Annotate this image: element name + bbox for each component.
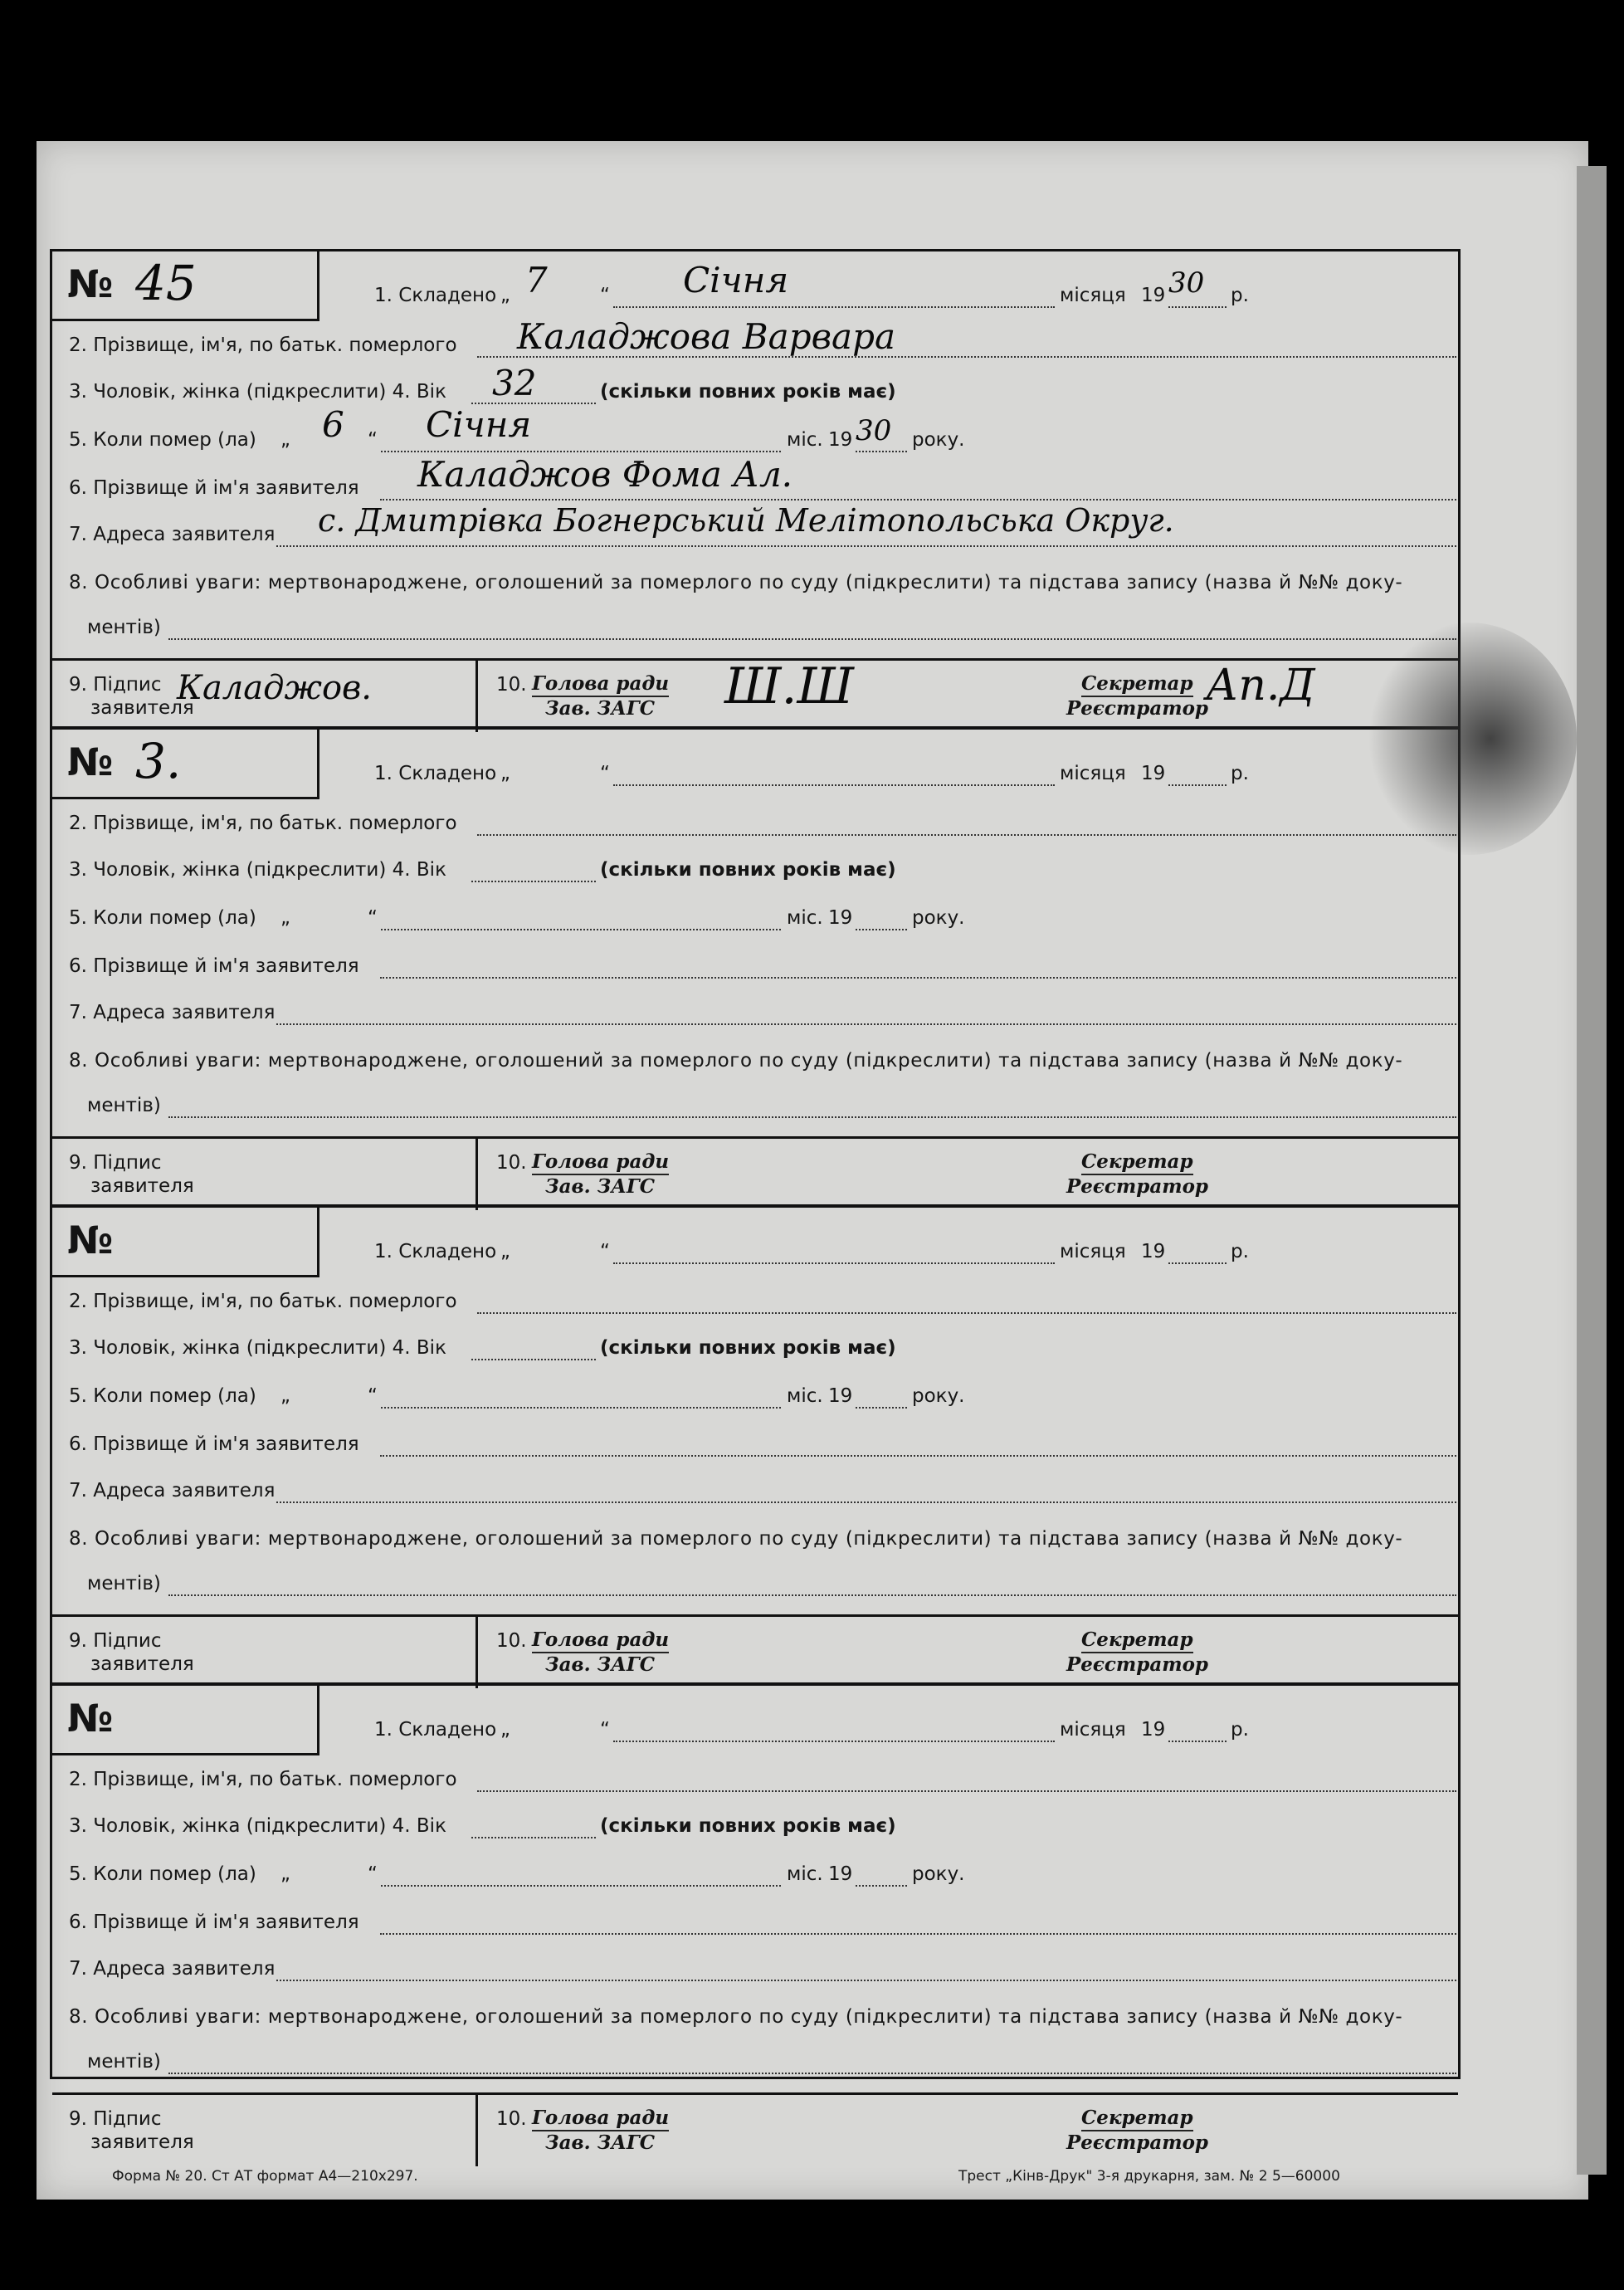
declarant-signature-label: 9. Підпис [69, 1630, 162, 1652]
declarant-name: Каладжов Фома Ал. [417, 454, 793, 495]
death-date-label: 5. Коли помер (ла) [69, 1863, 256, 1885]
notes-line [168, 2073, 1456, 2074]
gender-age-label: 3. Чоловік, жінка (підкреслити) 4. Вік [69, 381, 446, 403]
month-label: місяця [1060, 285, 1126, 306]
year-line [1168, 1741, 1227, 1742]
footer-printer: Трест „Кінв-Друк" 3-я друкарня, зам. № 2 5—60000 [958, 2168, 1340, 2185]
age-line [471, 1359, 596, 1360]
death-date-label: 5. Коли помер (ла) [69, 907, 256, 929]
death-mis-label: міс. [787, 907, 823, 929]
declarant-label: 6. Прізвище й ім'я заявителя [69, 955, 359, 977]
address-line [276, 1501, 1456, 1503]
death-roku-label: року. [912, 1863, 965, 1885]
compiled-quote: „ [500, 1241, 510, 1262]
notes-line [168, 1116, 1456, 1118]
month-label: місяця [1060, 1719, 1126, 1741]
month-label: місяця [1060, 1241, 1126, 1262]
year-suffix: р. [1231, 763, 1249, 784]
year-prefix: 19 [1141, 1241, 1166, 1262]
death-year-line [856, 1407, 907, 1409]
deceased-line [477, 1790, 1456, 1792]
declarant-line [380, 1455, 1456, 1457]
record-number-box [52, 1208, 319, 1277]
year-prefix: 19 [1141, 1719, 1166, 1741]
death-year-prefix: 19 [828, 1863, 853, 1885]
year-suffix: р. [1231, 1719, 1249, 1741]
death-record [52, 1686, 1458, 2164]
item-10-label: 10. [496, 1152, 527, 1174]
year-line [1168, 306, 1227, 308]
declarant-signature-label: 9. Підпис [69, 1152, 162, 1174]
registrar-label: Реєстратор [1066, 1175, 1209, 1198]
death-quote: „ [280, 1385, 290, 1407]
address-value: с. Дмитрівка Богнерський Мелітопольська Округ. [318, 502, 1174, 539]
secretary-label: Секретар [1081, 1150, 1193, 1175]
declarant-signature: Каладжов. [177, 669, 373, 707]
record-number: 45 [135, 255, 197, 311]
address-label: 7. Адреса заявителя [69, 1002, 276, 1023]
age-line [471, 881, 596, 882]
deceased-label: 2. Прізвище, ім'я, по батьк. померлого [69, 1291, 457, 1312]
compiled-quote: „ [500, 285, 510, 306]
death-record [52, 251, 1458, 730]
signature-divider [475, 2095, 478, 2166]
death-quote-open: “ [368, 907, 378, 929]
compiled-day: 7 [525, 260, 548, 300]
death-quote: „ [280, 429, 290, 451]
age-hint: (скільки повних років має) [600, 859, 896, 881]
number-sign: № [67, 1696, 114, 1741]
head-council-label: Голова ради [532, 672, 669, 697]
compiled-label: 1. Складено [374, 285, 497, 306]
declarant-line [380, 977, 1456, 979]
secretary-label: Секретар [1081, 672, 1193, 697]
death-quote-open: “ [368, 1385, 378, 1407]
notes-label: 8. Особливі уваги: мертвонароджене, оголошений за померлого по суду (підкреслити) та підстава запису (назва й №№ доку- [69, 2006, 1403, 2028]
compiled-quote-open: “ [600, 1241, 610, 1262]
death-year-line [856, 929, 907, 930]
death-year-prefix: 19 [828, 429, 853, 451]
address-label: 7. Адреса заявителя [69, 524, 276, 545]
compiled-quote: „ [500, 1719, 510, 1741]
death-year-prefix: 19 [828, 1385, 853, 1407]
registrar-label: Реєстратор [1066, 2131, 1209, 2154]
address-label: 7. Адреса заявителя [69, 1958, 276, 1980]
notes-line [168, 1594, 1456, 1596]
death-quote-open: “ [368, 429, 378, 451]
registrar-label: Реєстратор [1066, 697, 1209, 720]
death-mis-label: міс. [787, 1385, 823, 1407]
declarant-label: 6. Прізвище й ім'я заявителя [69, 1912, 359, 1933]
age-hint: (скільки повних років має) [600, 1815, 896, 1837]
signature-row [52, 658, 1458, 730]
death-year-prefix: 19 [828, 907, 853, 929]
death-mis-label: міс. [787, 429, 823, 451]
secretary-label: Секретар [1081, 2107, 1193, 2131]
death-date-label: 5. Коли помер (ла) [69, 429, 256, 451]
zags-head-label: Зав. ЗАГС [545, 1653, 656, 1676]
compiled-label: 1. Складено [374, 1719, 497, 1741]
deceased-line [477, 834, 1456, 836]
zags-head-label: Зав. ЗАГС [545, 1175, 656, 1198]
address-label: 7. Адреса заявителя [69, 1480, 276, 1501]
notes-label: 8. Особливі уваги: мертвонароджене, оголошений за померлого по суду (підкреслити) та підстава запису (назва й №№ доку- [69, 572, 1403, 593]
year-line [1168, 784, 1227, 786]
death-quote-open: “ [368, 1863, 378, 1885]
record-number-box [52, 251, 319, 321]
death-mis-label: міс. [787, 1863, 823, 1885]
notes-label-cont: ментів) [87, 617, 161, 638]
declarant-signature-label: 9. Підпис [69, 674, 162, 696]
notes-label-cont: ментів) [87, 2051, 161, 2073]
compiled-quote-open: “ [600, 1719, 610, 1741]
registrar-label: Реєстратор [1066, 1653, 1209, 1676]
signature-row [52, 2092, 1458, 2164]
death-year-line [856, 451, 907, 452]
compiled-quote: „ [500, 763, 510, 784]
death-month-line [381, 929, 781, 930]
number-sign: № [67, 261, 114, 306]
death-day: 6 [322, 404, 344, 445]
year-suffix: р. [1231, 1241, 1249, 1262]
zags-head-label: Зав. ЗАГС [545, 697, 656, 720]
signature-divider [475, 661, 478, 732]
item-10-label: 10. [496, 674, 527, 696]
record-number-box [52, 1686, 319, 1755]
death-record [52, 730, 1458, 1208]
footer-form-number: Форма № 20. Ст АТ формат А4—210х297. [112, 2168, 418, 2185]
record-number-box [52, 730, 319, 799]
deceased-label: 2. Прізвище, ім'я, по батьк. померлого [69, 813, 457, 834]
declarant-line [380, 499, 1456, 500]
compiled-label: 1. Складено [374, 763, 497, 784]
declarant-signature-label-2: заявителя [90, 2131, 194, 2153]
head-signature: Ш.Ш [724, 657, 855, 715]
zags-head-label: Зав. ЗАГС [545, 2131, 656, 2154]
signature-divider [475, 1139, 478, 1210]
death-year: 30 [856, 414, 892, 447]
death-quote: „ [280, 907, 290, 929]
address-line [276, 1023, 1456, 1025]
signature-divider [475, 1617, 478, 1688]
secretary-label: Секретар [1081, 1628, 1193, 1653]
compiled-label: 1. Складено [374, 1241, 497, 1262]
year-prefix: 19 [1141, 285, 1166, 306]
declarant-signature-label-2: заявителя [90, 1653, 194, 1675]
deceased-name: Каладжова Варвара [517, 316, 896, 357]
gender-age-label: 3. Чоловік, жінка (підкреслити) 4. Вік [69, 859, 446, 881]
death-record [52, 1208, 1458, 1686]
notes-line [168, 638, 1456, 640]
head-council-label: Голова ради [532, 1150, 669, 1175]
year-suffix: р. [1231, 285, 1249, 306]
deceased-label: 2. Прізвище, ім'я, по батьк. померлого [69, 1769, 457, 1790]
declarant-signature-label-2: заявителя [90, 1175, 194, 1197]
address-line [276, 1980, 1456, 1981]
signature-row [52, 1136, 1458, 1208]
secretary-signature: Ап.Д [1206, 661, 1315, 710]
notes-label-cont: ментів) [87, 1095, 161, 1116]
compiled-quote-open: “ [600, 285, 610, 306]
year-line [1168, 1262, 1227, 1264]
death-roku-label: року. [912, 1385, 965, 1407]
number-sign: № [67, 740, 114, 784]
compiled-year: 30 [1168, 266, 1205, 300]
paper-edge [1577, 166, 1607, 2175]
deceased-label: 2. Прізвище, ім'я, по батьк. померлого [69, 334, 457, 356]
item-10-label: 10. [496, 2108, 527, 2130]
notes-label: 8. Особливі уваги: мертвонароджене, оголошений за померлого по суду (підкреслити) та підстава запису (назва й №№ доку- [69, 1528, 1403, 1550]
death-date-label: 5. Коли помер (ла) [69, 1385, 256, 1407]
ink-stain [1361, 623, 1577, 855]
record-number: 3. [135, 733, 182, 789]
death-quote: „ [280, 1863, 290, 1885]
death-month-line [381, 1407, 781, 1409]
compiled-month-line [613, 1741, 1055, 1742]
death-year-line [856, 1885, 907, 1887]
death-month-line [381, 1885, 781, 1887]
death-roku-label: року. [912, 907, 965, 929]
signature-row [52, 1614, 1458, 1686]
address-line [276, 545, 1456, 547]
declarant-signature-label: 9. Підпис [69, 2108, 162, 2130]
death-roku-label: року. [912, 429, 965, 451]
age-hint: (скільки повних років має) [600, 381, 896, 403]
notes-label: 8. Особливі уваги: мертвонароджене, оголошений за померлого по суду (підкреслити) та підстава запису (назва й №№ доку- [69, 1050, 1403, 1072]
number-sign: № [67, 1218, 114, 1262]
death-month: Січня [426, 404, 532, 445]
gender-age-label: 3. Чоловік, жінка (підкреслити) 4. Вік [69, 1337, 446, 1359]
age-hint: (скільки повних років має) [600, 1337, 896, 1359]
month-label: місяця [1060, 763, 1126, 784]
compiled-month-line [613, 306, 1055, 308]
age-line [471, 1837, 596, 1838]
death-register-form [50, 249, 1461, 2154]
compiled-quote-open: “ [600, 763, 610, 784]
declarant-signature-label-2: заявителя [90, 697, 194, 719]
death-month-line [381, 451, 781, 452]
notes-label-cont: ментів) [87, 1573, 161, 1594]
compiled-month-line [613, 784, 1055, 786]
item-10-label: 10. [496, 1630, 527, 1652]
head-council-label: Голова ради [532, 2107, 669, 2131]
declarant-label: 6. Прізвище й ім'я заявителя [69, 477, 359, 499]
age-value: 32 [492, 363, 537, 403]
declarant-label: 6. Прізвище й ім'я заявителя [69, 1433, 359, 1455]
compiled-month: Січня [683, 260, 789, 300]
compiled-month-line [613, 1262, 1055, 1264]
deceased-line [477, 1312, 1456, 1314]
head-council-label: Голова ради [532, 1628, 669, 1653]
year-prefix: 19 [1141, 763, 1166, 784]
declarant-line [380, 1933, 1456, 1935]
gender-age-label: 3. Чоловік, жінка (підкреслити) 4. Вік [69, 1815, 446, 1837]
